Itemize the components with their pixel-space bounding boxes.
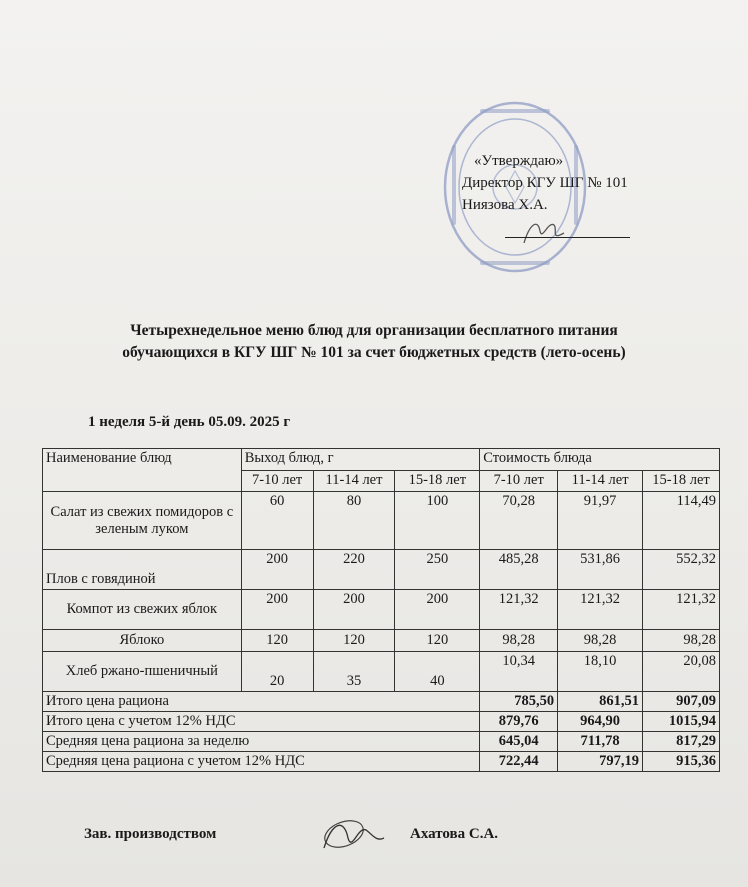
total-row — [43, 712, 720, 732]
age-output-11-14: 11-14 лет — [313, 470, 395, 492]
total-row — [43, 692, 720, 712]
output-value: 120 — [241, 630, 313, 652]
dish-name: Компот из свежих яблок — [43, 590, 242, 630]
table-row — [43, 590, 720, 630]
table-row — [43, 652, 720, 692]
director-signature — [520, 215, 570, 249]
cost-value: 121,32 — [558, 590, 643, 630]
total-value: 1015,94 — [643, 712, 720, 732]
output-value: 35 — [313, 652, 395, 692]
output-value: 40 — [395, 652, 480, 692]
total-value: 964,90 — [558, 712, 643, 732]
age-cost-11-14: 11-14 лет — [558, 470, 643, 492]
total-value: 797,19 — [558, 752, 643, 772]
header-output: Выход блюд, г — [241, 449, 480, 471]
cost-value: 98,28 — [480, 630, 558, 652]
output-value: 200 — [241, 590, 313, 630]
total-value: 861,51 — [558, 692, 643, 712]
total-row — [43, 732, 720, 752]
total-value: 645,04 — [480, 732, 558, 752]
table-row — [43, 550, 720, 590]
menu-table — [42, 448, 720, 772]
output-value: 80 — [313, 492, 395, 550]
total-label: Итого цена с учетом 12% НДС — [43, 712, 480, 732]
approval-position: Директор КГУ ШГ № 101 — [462, 175, 628, 191]
output-value: 250 — [395, 550, 480, 590]
output-value: 200 — [395, 590, 480, 630]
age-output-15-18: 15-18 лет — [395, 470, 480, 492]
approval-block — [462, 150, 628, 216]
total-value: 907,09 — [643, 692, 720, 712]
footer-position: Зав. производством — [84, 826, 217, 842]
dish-name: Яблоко — [43, 630, 242, 652]
total-value: 785,50 — [480, 692, 558, 712]
dish-name: Плов с говядиной — [43, 550, 242, 590]
total-row — [43, 752, 720, 772]
age-output-7-10: 7-10 лет — [241, 470, 313, 492]
cost-value: 114,49 — [643, 492, 720, 550]
total-label: Средняя цена рациона за неделю — [43, 732, 480, 752]
total-value: 915,36 — [643, 752, 720, 772]
approval-heading: «Утверждаю» — [474, 153, 564, 169]
week-day-label: 1 неделя 5-й день 05.09. 2025 г — [88, 414, 291, 430]
title-line-1: Четырехнедельное меню блюд для организации бесплатного питания — [130, 322, 618, 339]
table-row — [43, 630, 720, 652]
title-line-2: обучающихся в КГУ ШГ № 101 за счет бюджетных средств (лето-осень) — [122, 344, 626, 361]
dish-name: Салат из свежих помидоров с зеленым луком — [43, 492, 242, 550]
total-value: 711,78 — [558, 732, 643, 752]
age-cost-15-18: 15-18 лет — [643, 470, 720, 492]
total-value: 879,76 — [480, 712, 558, 732]
table-header-row — [43, 449, 720, 471]
output-value: 100 — [395, 492, 480, 550]
dish-name: Хлеб ржано-пшеничный — [43, 652, 242, 692]
approval-name: Ниязова Х.А. — [462, 197, 548, 213]
output-value: 120 — [313, 630, 395, 652]
cost-value: 20,08 — [643, 652, 720, 692]
cost-value: 10,34 — [480, 652, 558, 692]
cost-value: 98,28 — [558, 630, 643, 652]
cost-value: 121,32 — [480, 590, 558, 630]
cost-value: 70,28 — [480, 492, 558, 550]
cost-value: 91,97 — [558, 492, 643, 550]
total-value: 817,29 — [643, 732, 720, 752]
document-title — [0, 320, 748, 364]
cost-value: 18,10 — [558, 652, 643, 692]
output-value: 120 — [395, 630, 480, 652]
output-value: 200 — [313, 590, 395, 630]
output-value: 60 — [241, 492, 313, 550]
cost-value: 121,32 — [643, 590, 720, 630]
cost-value: 485,28 — [480, 550, 558, 590]
header-dish-name: Наименование блюд — [43, 449, 242, 492]
age-cost-7-10: 7-10 лет — [480, 470, 558, 492]
footer-name: Ахатова С.А. — [410, 826, 499, 842]
total-value: 722,44 — [480, 752, 558, 772]
cost-value: 552,32 — [643, 550, 720, 590]
output-value: 220 — [313, 550, 395, 590]
total-label: Итого цена рациона — [43, 692, 480, 712]
total-label: Средняя цена рациона с учетом 12% НДС — [43, 752, 480, 772]
table-row — [43, 492, 720, 550]
manager-signature — [318, 812, 388, 857]
output-value: 20 — [241, 652, 313, 692]
cost-value: 531,86 — [558, 550, 643, 590]
signature-line — [505, 237, 630, 238]
header-cost: Стоимость блюда — [480, 449, 720, 471]
cost-value: 98,28 — [643, 630, 720, 652]
output-value: 200 — [241, 550, 313, 590]
